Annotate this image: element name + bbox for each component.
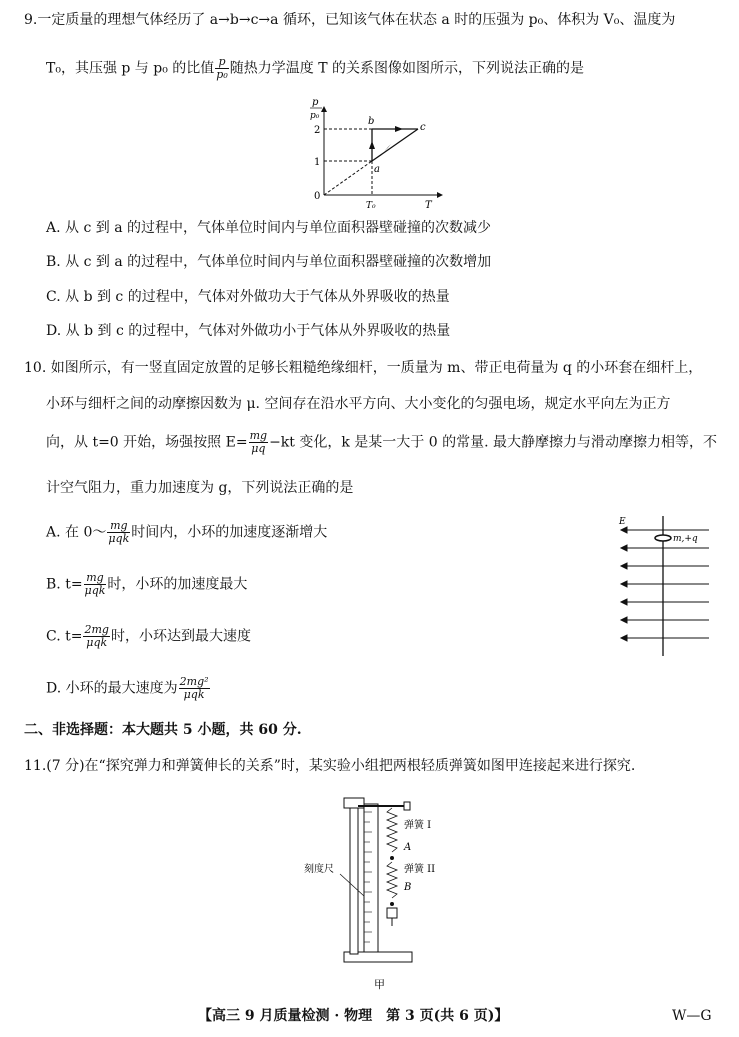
label-B: B <box>404 882 412 893</box>
q9-pT-graph <box>300 95 450 210</box>
field-lines <box>621 527 709 641</box>
q10-stem-3a: 向，从 t=0 开始，场强按照 E= <box>46 434 248 451</box>
graph-point-c: c <box>420 122 426 133</box>
label-A: A <box>404 842 412 853</box>
dashed-origin-line <box>324 161 372 195</box>
spring-1 <box>387 808 397 852</box>
paper-code: W—G <box>672 1008 712 1024</box>
graph-xlabel: T <box>425 200 432 210</box>
q10-field-figure <box>605 512 715 660</box>
q10-field-fraction: $\frac{mg}{\mu q}$ <box>249 429 268 455</box>
q9-stem-2b: 随热力学温度 T 的关系图像如图所示，下列说法正确的是 <box>229 60 584 77</box>
page-footer: 【高三 9 月质量检测 · 物理 第 3 页(共 6 页)】 <box>198 1008 509 1024</box>
q9-option-b: B. 从 c 到 a 的过程中，气体单位时间内与单位面积器壁碰撞的次数增加 <box>46 254 492 270</box>
graph-point-a: a <box>374 164 380 175</box>
q11-number: 11. <box>24 758 47 774</box>
label-spring-1: 弹簧 I <box>404 820 432 831</box>
graph-origin: 0 <box>314 191 321 202</box>
q9-stem-1: 一定质量的理想气体经历了 a→b→c→a 循环，已知该气体在状态 a 时的压强为 p₀、体积为 V₀、温度为 <box>37 12 676 28</box>
graph-point-b: b <box>368 116 375 127</box>
q10-line1 <box>24 358 702 378</box>
q9-option-c: C. 从 b 到 c 的过程中，气体对外做功大于气体从外界吸收的热量 <box>46 289 450 305</box>
q11-spring-apparatus <box>300 792 460 992</box>
q10-line2: 小环与细杆之间的动摩擦因数为 μ. 空间存在沿水平方向、大小变化的匀强电场，规定水平向左为正方 <box>46 396 671 412</box>
q10-stem-3b: −kt 变化，k 是某一大于 0 的常量. 最大静摩擦力与滑动摩擦力相等，不 <box>269 434 717 451</box>
q9-line2 <box>46 56 584 81</box>
graph-ylabel-den: p₀ <box>310 111 320 121</box>
q10-line3 <box>46 430 717 455</box>
q10-stem-1: 如图所示，有一竖直固定放置的足够长粗糙绝缘细杆，一质量为 m、带正电荷量为 q 的小环套在细杆上， <box>50 360 703 376</box>
point-B-dot <box>390 902 394 906</box>
q9-line1 <box>24 10 675 30</box>
graph-ytick-1: 1 <box>314 157 321 168</box>
ruler-body <box>364 804 378 952</box>
graph-ylabel-num: p <box>312 97 319 108</box>
q11-stem <box>24 756 635 776</box>
q9-option-d: D. 从 b 到 c 的过程中，气体对外做功小于气体从外界吸收的热量 <box>46 323 451 339</box>
spring-2 <box>387 862 397 898</box>
q10-option-d: D. 小环的最大速度为 $\frac{\text{2mg²}}{\text{μqk}}$ <box>46 675 209 701</box>
arrow-ab <box>369 141 375 149</box>
arrow-bc <box>395 126 403 132</box>
stand-post <box>350 804 358 954</box>
point-A-dot <box>390 856 394 860</box>
graph-xtick-T0: T₀ <box>366 201 376 210</box>
graph-ytick-2: 2 <box>314 125 321 136</box>
q10-option-a: A. 在 0～ $\frac{mg}{\text{μqk}}$ 时间内，小环的加速度逐渐增大 <box>46 519 328 545</box>
q10-line4: 计空气阻力，重力加速度为 g，下列说法正确的是 <box>46 480 354 496</box>
q9-stem-2a: T₀，其压强 p 与 p₀ 的比值 <box>46 60 215 77</box>
small-ring <box>655 535 671 541</box>
figure-caption: 甲 <box>374 978 385 991</box>
q9-number: 9. <box>24 12 38 28</box>
section-2-title: 二、非选择题：本大题共 5 小题，共 60 分. <box>24 722 302 738</box>
q10-option-c: C. t= $\frac{2mg}{\text{μqk}}$ 时，小环达到最大速度 <box>46 623 251 649</box>
q9-option-a: A. 从 c 到 a 的过程中，气体单位时间内与单位面积器壁碰撞的次数减少 <box>46 220 491 236</box>
q10-option-b: B. t= $\frac{mg}{\text{μqk}}$ 时，小环的加速度最大 <box>46 571 248 597</box>
q9-ratio-fraction: $\frac{p}{\text{p₀}}$ <box>216 55 228 81</box>
weight <box>387 908 397 918</box>
q10-number: 10. <box>24 360 47 376</box>
q11-text: (7 分)在“探究弹力和弹簧伸长的关系”时，某实验小组把两根轻质弹簧如图甲连接起来进行探究. <box>46 758 636 774</box>
segment-ca <box>372 129 418 161</box>
label-spring-2: 弹簧 II <box>404 864 436 875</box>
ring-label: m,+q <box>673 534 698 544</box>
field-label-E: E <box>619 517 626 527</box>
label-ruler: 刻度尺 <box>304 864 334 875</box>
